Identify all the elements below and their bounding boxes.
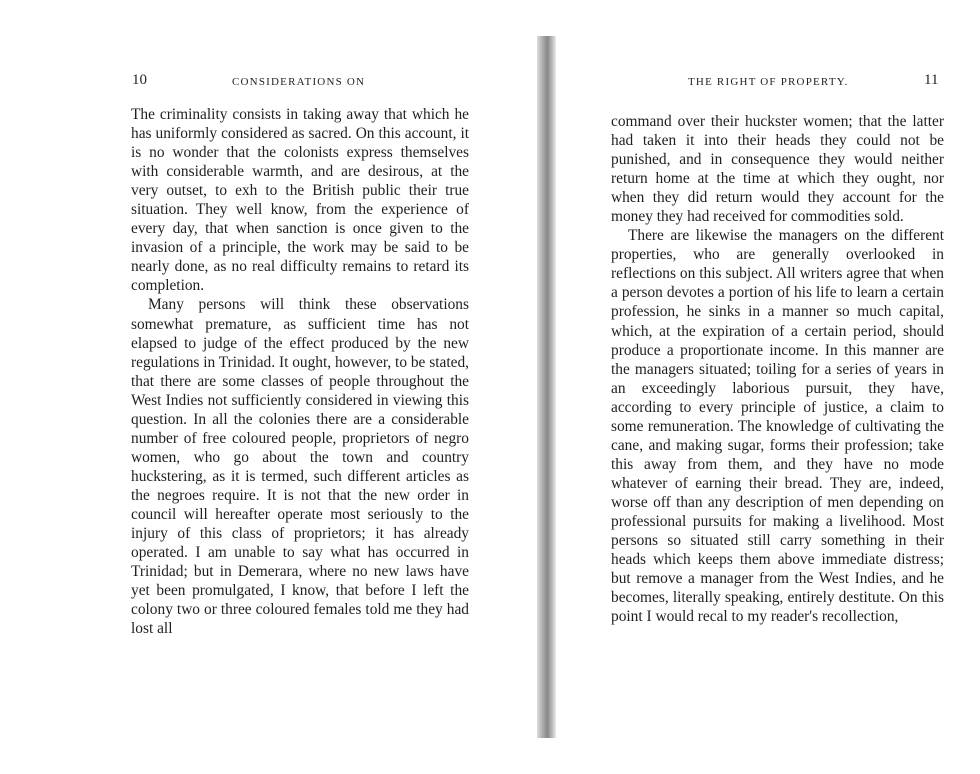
right-paragraph: command over their huckster women; that the latter had taken it into their heads they could not be punished, and in consequence they would neither return home at the time at which they ought, nor when they did return would they account for the money they had received for commodities sold. (611, 113, 944, 226)
left-paragraph: The criminality consists in taking away that which he has uniformly considered as sacred. On this account, it is no wonder that the colonists express themselves with considerable warmth, and are desirous, at the very outset, to exh to the British public their true situation. They well know, from the experience of every day, that when sanction is once given to the invasion of a principle, the work may be said to be nearly done, as no real difficulty remains to retard its completion. (131, 106, 469, 295)
right-paragraph: There are likewise the managers on the different properties, who are generally overlooked in reflections on this subject. All writers agree that when a person devotes a portion of his life to learn a certain profession, he sinks in a manner so much capital, which, at the expiration of a certain period, should produce a proportionate income. In this manner are the managers situated; toiling for a series of years in an exceedingly laborious pursuit, they have, according to every principle of justice, a claim to some remuneration. The knowledge of cultivating the cane, and making sugar, forms their profession; take this away from them, and they have no mode whatever of earning their bread. They are, indeed, worse off than any description of men depending on professional pursuits for making a livelihood. Most persons so situated still carry something in their heads which keeps them above immediate distress; but remove a manager from the West Indies, and he becomes, literally speaking, entirely destitute. On this point I would recal to my reader's recollection, (611, 227, 944, 626)
right-running-head: THE RIGHT OF PROPERTY. (688, 76, 849, 88)
left-body-text (131, 105, 469, 638)
book-gutter (537, 36, 556, 738)
left-running-head: CONSIDERATIONS ON (232, 76, 366, 88)
left-page-number: 10 (132, 72, 147, 88)
right-body-text (611, 112, 944, 626)
right-page-number: 11 (924, 72, 939, 88)
left-paragraph: Many persons will think these observations somewhat premature, as sufficient time has not elapsed to judge of the effect produced by the new regulations in Trinidad. It ought, however, to be stated, that there are some classes of people throughout the West Indies not sufficiently considered in viewing this question. In all the colonies there are a considerable number of free coloured people, proprietors of negro women, who go about the town and country huckstering, as it is termed, such different articles as the negroes require. It is not that the new order in council will hereafter operate most seriously to the injury of this class of proprietors; it has already operated. I am unable to say what has occurred in Trinidad; but in Demerara, where no new laws have yet been promulgated, I know, that before I left the colony two or three coloured females told me they had lost all (131, 296, 469, 638)
